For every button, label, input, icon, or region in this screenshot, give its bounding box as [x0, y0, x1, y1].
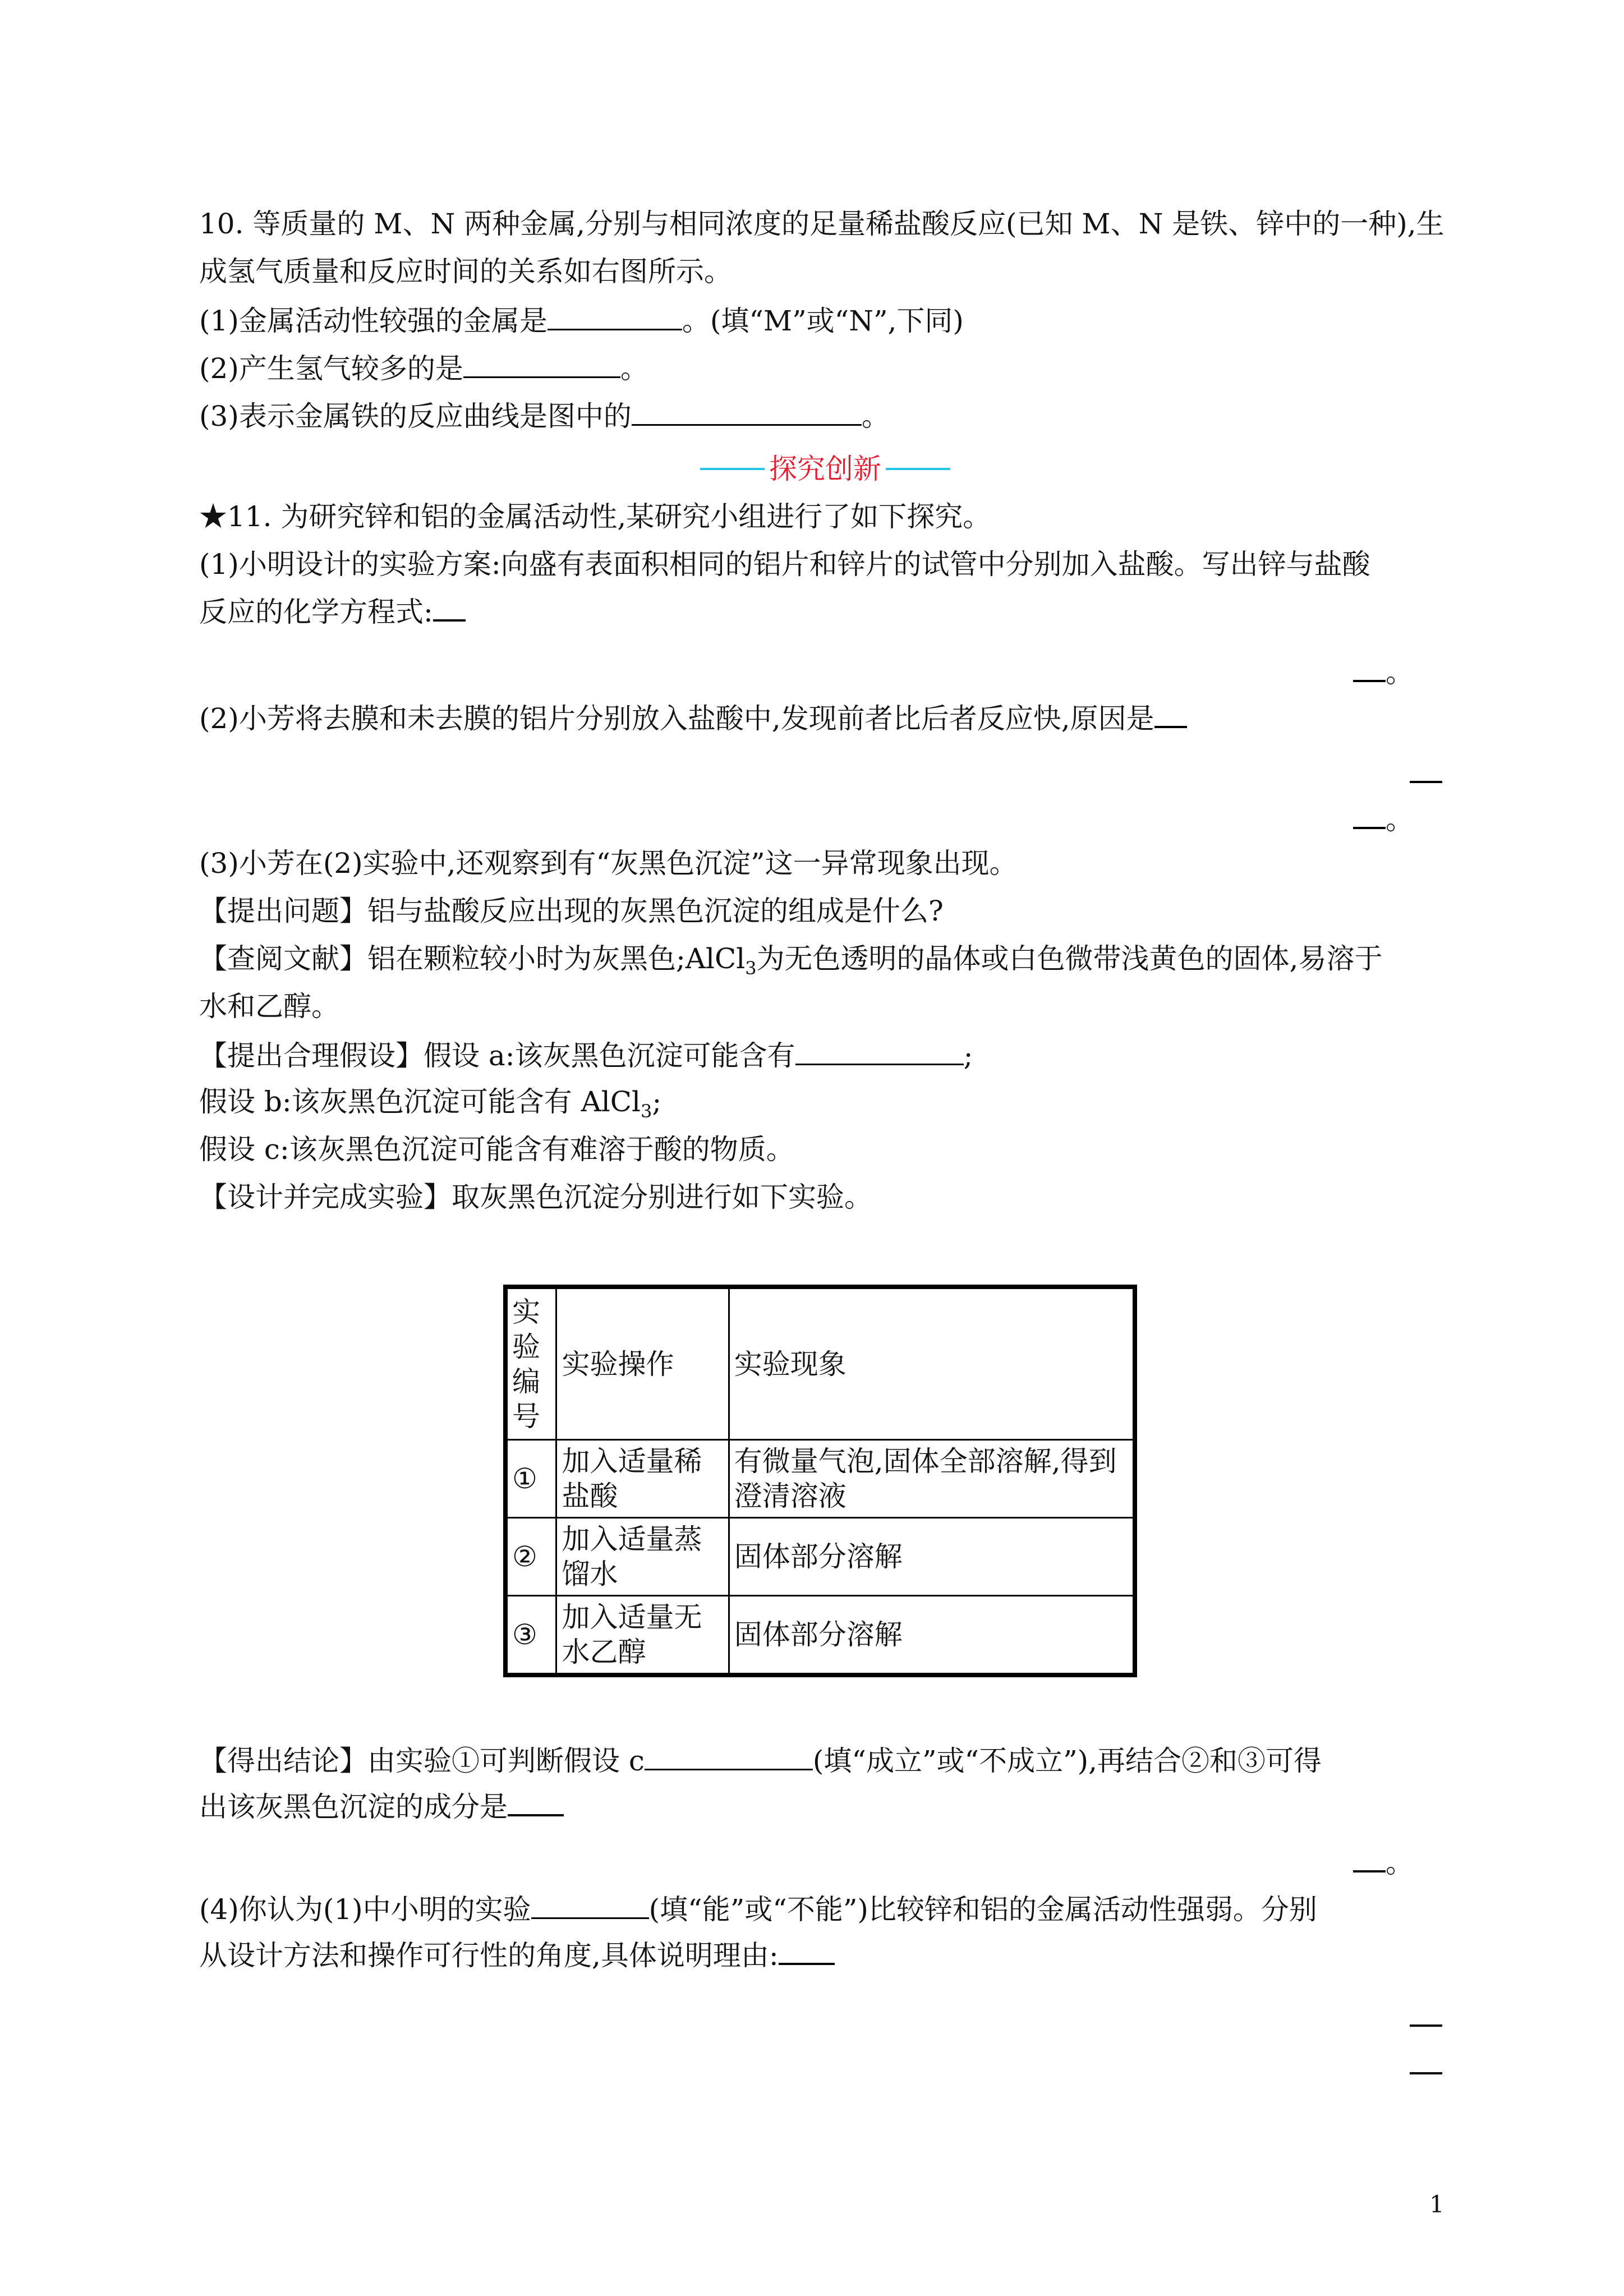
q11-part1-line1: (1)小明设计的实验方案:向盛有表面积相同的铝片和锌片的试管中分别加入盐酸。写出锌与盐酸	[199, 548, 1370, 581]
q10-part1-hint: 。(填“M”或“N”,下同)	[682, 305, 964, 337]
table-row	[505, 1440, 1135, 1518]
q11-part2-line1	[199, 701, 1187, 736]
q10-part3-text: (3)表示金属铁的反应曲线是图中的	[199, 400, 632, 432]
q10-part2	[199, 349, 648, 386]
part4-line2-text: 从设计方法和操作可行性的角度,具体说明理由:	[199, 1939, 779, 1972]
answer-blank[interactable]	[508, 1792, 564, 1816]
q11-question	[199, 894, 944, 928]
q11-intro: ★11. 为研究锌和铝的金属活动性,某研究小组进行了如下探究。	[199, 500, 991, 533]
q10-part1	[199, 302, 964, 338]
design-label: 【设计并完成实验】	[199, 1181, 452, 1213]
literature-label: 【查阅文献】	[199, 942, 367, 975]
question-label: 【提出问题】	[199, 895, 367, 927]
q11-part4	[199, 1890, 1317, 1927]
answer-blank[interactable]	[463, 349, 620, 378]
answer-blank[interactable]	[632, 397, 862, 426]
q11-conclusion-line2	[199, 1789, 564, 1824]
q11-part2-end-mark: 。	[1386, 803, 1414, 836]
answer-blank[interactable]	[1154, 703, 1187, 728]
hypothesis-b-end: ;	[652, 1085, 662, 1118]
q10-line2: 成氢气质量和反应时间的关系如右图所示。	[199, 255, 732, 288]
answer-blank[interactable]	[645, 1742, 813, 1770]
question-text: 铝与盐酸反应出现的灰黑色沉淀的组成是什么?	[367, 895, 944, 927]
answer-blank[interactable]	[433, 597, 466, 622]
table-cell: ③	[505, 1596, 556, 1676]
header-cell: 实验编号	[505, 1287, 556, 1440]
section-title-text: 探究创新	[769, 453, 881, 485]
part4-text-a: (4)你认为(1)中小明的实验	[199, 1893, 531, 1926]
table-header-row	[505, 1287, 1135, 1440]
q11-design	[199, 1180, 872, 1214]
literature-text-a: 铝在颗粒较小时为灰黑色;AlCl	[367, 942, 746, 975]
table-cell: 有微量气泡,固体全部溶解,得到澄清溶液	[729, 1440, 1135, 1518]
design-text: 取灰黑色沉淀分别进行如下实验。	[452, 1181, 872, 1213]
answer-blank-continued[interactable]	[1410, 2050, 1442, 2074]
table-cell: 固体部分溶解	[729, 1518, 1135, 1596]
table-cell: 加入适量蒸馏水	[556, 1518, 729, 1596]
conclusion-end-mark: 。	[1386, 1847, 1414, 1879]
literature-text-b: 为无色透明的晶体或白色微带浅黄色的固体,易溶于	[756, 942, 1383, 975]
q11-part3: (3)小芳在(2)实验中,还观察到有“灰黑色沉淀”这一异常现象出现。	[199, 847, 1018, 880]
hypothesis-b-text: 假设 b:该灰黑色沉淀可能含有 AlCl	[199, 1085, 641, 1118]
table-row	[505, 1596, 1135, 1676]
q11-hypothesis-b	[199, 1084, 661, 1129]
q11-part2-dash	[1410, 756, 1442, 791]
q10-part2-text: (2)产生氢气较多的是	[199, 352, 463, 385]
q10-part1-text: (1)金属活动性较强的金属是	[199, 305, 548, 337]
section-title	[696, 452, 955, 486]
table-cell: 加入适量稀盐酸	[556, 1440, 729, 1518]
q11-part4-dash2	[1410, 2047, 1442, 2082]
answer-blank[interactable]	[779, 1940, 835, 1965]
q10-line1: 10. 等质量的 M、N 两种金属,分别与相同浓度的足量稀盐酸反应(已知 M、N 是铁、锌中的一种),生	[199, 208, 1444, 240]
q10-part3-end: 。	[861, 400, 890, 432]
q11-part2-text: (2)小芳将去膜和未去膜的铝片分别放入盐酸中,发现前者比后者反应快,原因是	[199, 702, 1154, 735]
q11-part1-end	[1353, 655, 1414, 690]
header-cell: 实验现象	[729, 1287, 1135, 1440]
experiment-table	[503, 1285, 1137, 1677]
part4-text-b: (填“能”或“不能”)比较锌和铝的金属活动性强弱。分别	[648, 1893, 1317, 1926]
answer-blank[interactable]	[548, 302, 682, 330]
answer-blank-end[interactable]	[1353, 1848, 1386, 1872]
q11-conclusion	[199, 1742, 1322, 1778]
q11-part2-end	[1353, 802, 1414, 837]
q11-part4-dash1	[1410, 2000, 1442, 2035]
subscript-3: 3	[745, 958, 757, 979]
conclusion-text-b: (填“成立”或“不成立”),再结合②和③可得	[812, 1745, 1322, 1777]
table-cell: 固体部分溶解	[729, 1596, 1135, 1676]
header-cell: 实验操作	[556, 1287, 729, 1440]
q11-hypothesis-a	[199, 1037, 973, 1073]
q10-part2-end: 。	[620, 352, 648, 385]
conclusion-label: 【得出结论】	[199, 1745, 367, 1777]
q11-part1-line2-text: 反应的化学方程式:	[199, 596, 433, 628]
conclusion-line2-text: 出该灰黑色沉淀的成分是	[199, 1791, 508, 1823]
hypothesis-a-end: ;	[963, 1039, 973, 1072]
page-number: 1	[1429, 2191, 1444, 2218]
table-row	[505, 1518, 1135, 1596]
answer-blank-end[interactable]	[1353, 804, 1386, 829]
q11-part4-line2	[199, 1938, 835, 1973]
hypothesis-a-text: 假设 a:该灰黑色沉淀可能含有	[424, 1039, 795, 1072]
q10-part3	[199, 397, 890, 434]
q11-part1-line2	[199, 595, 466, 629]
table-cell: ①	[505, 1440, 556, 1518]
title-rule-left	[700, 468, 765, 470]
subscript-3: 3	[641, 1101, 652, 1122]
answer-blank-continued[interactable]	[1410, 2002, 1442, 2027]
answer-blank[interactable]	[795, 1037, 964, 1065]
answer-blank-continued[interactable]	[1410, 758, 1442, 783]
answer-blank[interactable]	[531, 1890, 649, 1919]
q11-part1-end-mark: 。	[1386, 656, 1414, 689]
q11-hypothesis-c: 假设 c:该灰黑色沉淀可能含有难溶于酸的物质。	[199, 1133, 794, 1166]
q11-literature	[199, 941, 1382, 986]
title-rule-right	[886, 468, 950, 470]
q11-conclusion-end	[1353, 1846, 1414, 1880]
hypothesis-label: 【提出合理假设】	[199, 1039, 424, 1072]
q11-literature-line2: 水和乙醇。	[199, 990, 339, 1023]
table-cell: 加入适量无水乙醇	[556, 1596, 729, 1676]
table-cell: ②	[505, 1518, 556, 1596]
conclusion-text-a: 由实验①可判断假设 c	[367, 1745, 645, 1777]
answer-blank-end[interactable]	[1353, 657, 1386, 682]
